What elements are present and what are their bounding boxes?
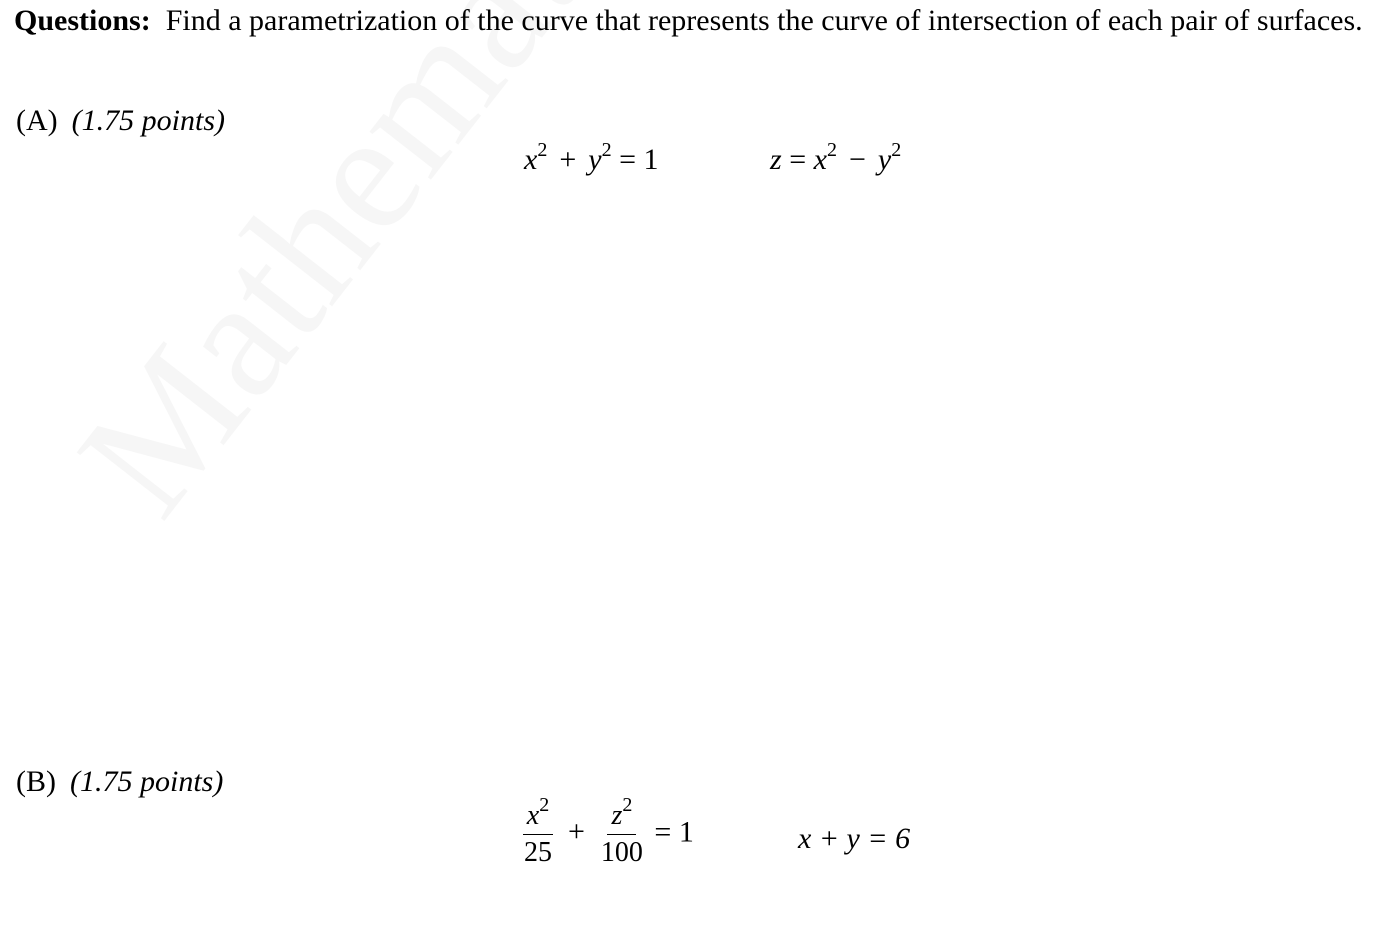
equals-sign: = <box>789 143 807 176</box>
exponent: 2 <box>826 139 837 161</box>
question-intro <box>14 2 1364 40</box>
part-b-equation-2: x + y = 6 <box>798 822 911 855</box>
var-x: x <box>524 143 538 176</box>
watermark <box>40 0 1138 550</box>
var-z: z <box>770 143 782 176</box>
minus-sign: − <box>848 143 866 176</box>
exponent: 2 <box>891 139 902 161</box>
part-b-label <box>16 765 223 799</box>
part-b-points: (1.75 points) <box>70 765 224 798</box>
part-a-equation-2 <box>770 139 902 177</box>
var-y: y <box>588 143 602 176</box>
plus-sign: + <box>568 815 585 849</box>
plus-sign: + <box>559 143 577 176</box>
fraction-z-over-100 <box>597 794 647 869</box>
part-a-label <box>16 104 225 138</box>
part-a-letter: (A) <box>16 104 58 137</box>
exponent: 2 <box>539 794 550 816</box>
equals-one: = 1 <box>619 143 659 176</box>
part-b-equation-1 <box>520 794 694 869</box>
var-y: y <box>877 143 892 176</box>
fraction-x-over-25 <box>520 794 556 869</box>
part-a-points: (1.75 points) <box>71 104 225 137</box>
var-x: x <box>813 143 827 176</box>
var-z: z <box>611 800 623 831</box>
exponent: 2 <box>601 139 612 161</box>
part-b-letter: (B) <box>16 765 56 798</box>
exponent: 2 <box>537 139 548 161</box>
part-a-equation-1 <box>524 139 659 177</box>
denominator: 25 <box>524 837 552 868</box>
equals-one: = 1 <box>654 815 694 849</box>
denominator: 100 <box>600 837 643 868</box>
questions-heading: Questions: <box>14 4 151 37</box>
var-x: x <box>526 800 540 831</box>
exponent: 2 <box>622 794 633 816</box>
question-text: Find a parametrization of the curve that represents the curve of intersection of each pair of surfaces. <box>165 4 1363 37</box>
